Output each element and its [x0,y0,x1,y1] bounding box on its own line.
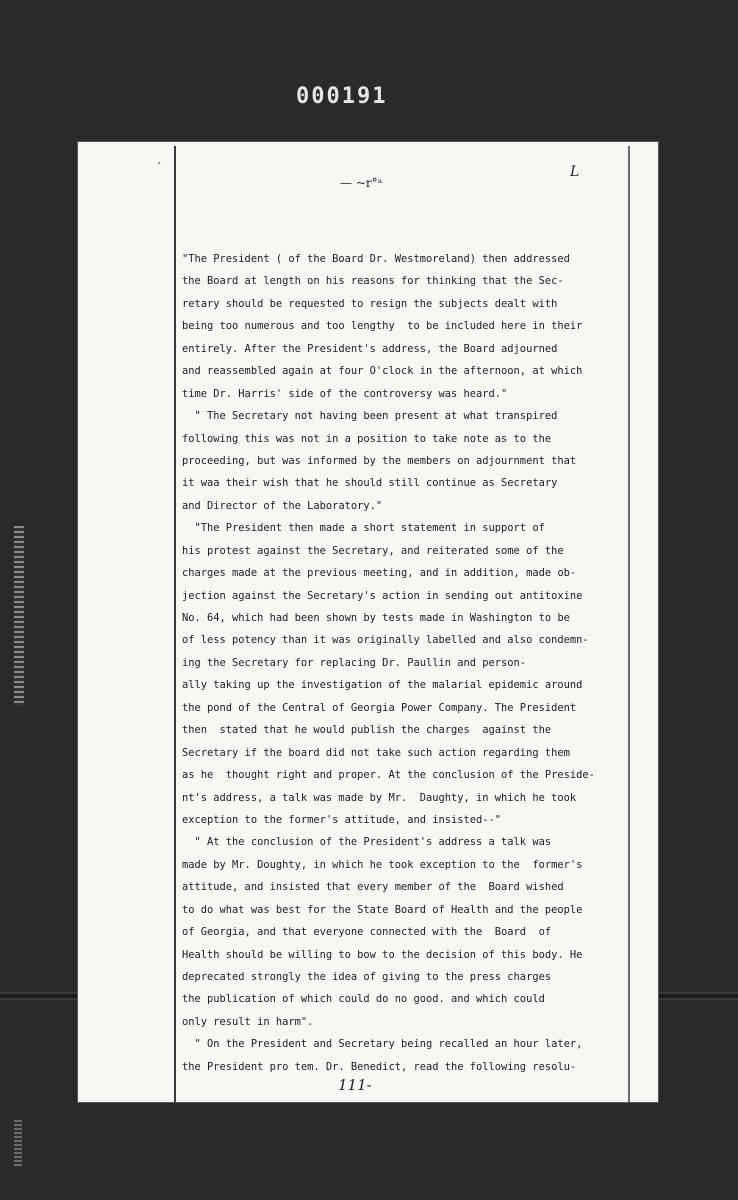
text-line: his protest against the Secretary, and reiterated some of the [182,544,564,557]
text-line: Secretary if the board did not take such action regarding them [182,746,570,759]
text-line: the publication of which could do no good. and which could [182,993,545,1006]
text-line: " At the conclusion of the President's address a talk was [182,836,552,849]
text-line: it waa their wish that he should still continue as Secretary [182,477,558,490]
text-line: Health should be willing to bow to the decision of this body. He [182,948,583,961]
text-line: " The Secretary not having been present at what transpired [182,410,558,423]
film-perforation-noise [14,526,24,706]
text-line: as he thought right and proper. At the conclusion of the Preside- [182,769,595,782]
text-line: and reassembled again at four O'clock in the afternoon, at which [182,365,583,378]
text-line: exception to the former's attitude, and insisted--" [182,813,502,826]
text-line: " On the President and Secretary being recalled an hour later, [182,1038,583,1051]
microfilm-frame-number: 000191 [296,84,388,109]
text-line: ing the Secretary for replacing Dr. Paullin and person- [182,656,527,669]
tick-mark: ′ [158,160,161,174]
typewritten-body [182,248,630,1078]
text-line: attitude, and insisted that every member of the Board wished [182,881,564,894]
text-line: of less potency than it was originally labelled and also condemn- [182,634,589,647]
text-line: then stated that he would publish the charges against the [182,724,552,737]
text-line: retary should be requested to resign the subjects dealt with [182,297,558,310]
text-line: ally taking up the investigation of the malarial epidemic around [182,679,583,692]
film-perforation-noise-bottom [14,1120,22,1166]
text-line: the President pro tem. Dr. Benedict, read the following resolu- [182,1060,577,1073]
text-line: time Dr. Harris' side of the controversy was heard." [182,387,508,400]
text-line: charges made at the previous meeting, and in addition, made ob- [182,567,577,580]
top-scribble: — ~r°ᵃ [340,176,383,190]
text-line: "The President then made a short statement in support of [182,522,545,535]
left-margin-rule [174,146,176,1102]
text-line: nt's address, a talk was made by Mr. Daughty, in which he took [182,791,577,804]
text-line: being too numerous and too lengthy to be included here in their [182,320,583,333]
text-line: of Georgia, and that everyone connected with the Board of [182,926,552,939]
text-line: "The President ( of the Board Dr. Westmoreland) then addressed [182,253,570,265]
text-line: following this was not in a position to take note as to the [182,432,552,445]
text-line: jection against the Secretary's action in sending out antitoxine [182,589,583,602]
text-line: proceeding, but was informed by the members on adjournment that [182,454,577,467]
text-line: made by Mr. Doughty, in which he took exception to the former's [182,858,583,871]
text-line: deprecated strongly the idea of giving to the press charges [182,971,552,983]
page-number: 111- [338,1076,372,1094]
text-line: and Director of the Laboratory." [182,499,383,512]
text-line: only result in harm". [182,1015,314,1028]
text-line: to do what was best for the State Board of Health and the people [182,903,583,916]
text-line: the pond of the Central of Georgia Power Company. The President [182,701,577,714]
text-line: entirely. After the President's address, the Board adjourned [182,342,558,355]
text-line: the Board at length on his reasons for thinking that the Sec- [182,275,564,288]
corner-mark: L [570,164,580,180]
text-line: No. 64, which had been shown by tests made in Washington to be [182,612,570,624]
